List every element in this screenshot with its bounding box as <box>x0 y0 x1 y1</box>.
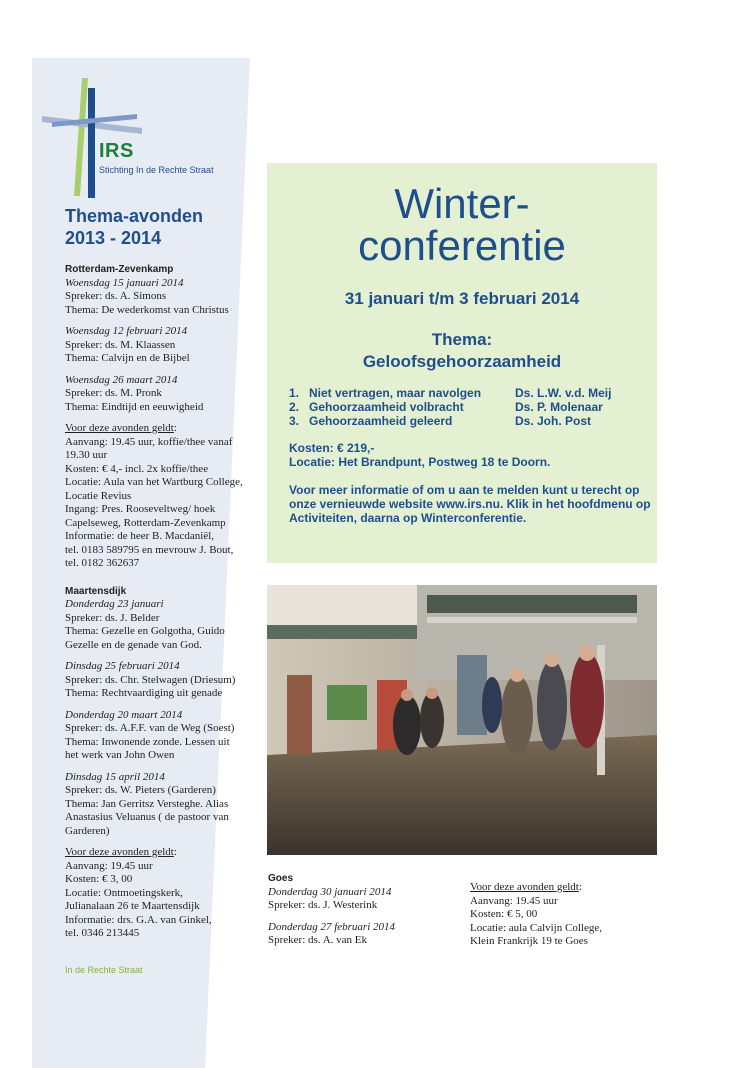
maartensdijk-heading: Maartensdijk <box>65 585 127 597</box>
info-line: tel. 0183 589795 en mevrouw J. Bout, <box>65 543 234 556</box>
info-heading-text: Voor deze avonden geldt <box>470 881 579 893</box>
conference-title <box>267 180 657 269</box>
event-item <box>65 771 265 839</box>
info-line: 19.30 uur <box>65 449 108 461</box>
sidebar-column <box>65 263 265 955</box>
rotterdam-heading: Rotterdam-Zevenkamp <box>65 264 174 275</box>
info-line: Aanvang: 19.45 uur <box>470 894 558 907</box>
goes-section <box>268 872 468 956</box>
conference-title-line2: conferentie <box>358 222 566 269</box>
info-line: Aanvang: 19.45 uur, koffie/thee vanaf <box>65 435 233 448</box>
event-line: Thema: Gezelle en Golgotha, Guido <box>65 625 225 637</box>
conference-theme <box>267 329 657 373</box>
event-speaker: Spreker: ds. M. Klaassen <box>65 338 176 351</box>
event-item <box>65 660 265 701</box>
info-line: Informatie: de heer B. Macdaniël, <box>65 530 215 542</box>
winter-conference-box <box>267 163 657 563</box>
info-line: tel. 0182 362637 <box>65 557 140 569</box>
event-date: Woensdag 12 februari 2014 <box>65 325 188 337</box>
info-line: Locatie: Ontmoetingskerk, <box>65 886 183 899</box>
logo-abbreviation: IRS <box>99 140 134 162</box>
event-speaker: Spreker: ds. A. van Ek <box>268 934 367 946</box>
logo-full-name: Stichting In de Rechte Straat <box>99 165 214 175</box>
talk-number: 2. <box>289 400 300 414</box>
event-item <box>65 325 265 366</box>
conference-theme-label: Thema: <box>431 330 493 349</box>
event-line: Spreker: ds. J. Belder <box>65 611 160 624</box>
event-item <box>65 277 265 318</box>
event-line: Anastasius Veluanus ( de pastoor van <box>65 811 229 823</box>
talk-speaker: Ds. L.W. v.d. Meij <box>515 386 612 400</box>
info-line: Kosten: € 3, 00 <box>65 873 133 885</box>
event-line: Thema: Rechtvaardiging uit genade <box>65 687 223 699</box>
sidebar-title <box>65 205 255 249</box>
rotterdam-section <box>65 263 265 571</box>
event-line: het werk van John Owen <box>65 749 175 761</box>
info-heading-text: Voor deze avonden geldt <box>65 422 174 434</box>
talk-number: 1. <box>289 386 300 400</box>
event-item <box>268 921 468 948</box>
event-speaker: Spreker: ds. A. Simons <box>65 290 167 302</box>
conference-more-info: Voor meer informatie of om u aan te melden kunt u terecht op onze vernieuwde website www.irs.nu. Klik in het hoofdmenu op Activiteiten, daarna op Winterconferentie. <box>289 483 651 525</box>
conference-dates: 31 januari t/m 3 februari 2014 <box>344 289 580 308</box>
event-date: Dinsdag 15 april 2014 <box>65 770 165 783</box>
event-date: Donderdag 27 februari 2014 <box>268 920 396 933</box>
goes-info-block <box>470 881 670 949</box>
info-heading-text: Voor deze avonden geldt <box>65 846 174 858</box>
info-heading: Voor deze avonden geldt: <box>65 422 177 434</box>
talk-title: Gehoorzaamheid volbracht <box>309 400 464 414</box>
event-item <box>65 598 265 652</box>
event-item <box>268 886 468 913</box>
conference-talks <box>289 386 649 428</box>
info-heading: Voor deze avonden geldt: <box>65 846 177 858</box>
info-line: Capelseweg, Rotterdam-Zevenkamp <box>65 516 226 529</box>
event-line: Spreker: ds. Chr. Stelwagen (Driesum) <box>65 673 236 686</box>
footer-text: In de Rechte Straat <box>65 965 143 975</box>
sidebar-title-line1: Thema-avonden <box>65 206 204 226</box>
info-line: Klein Frankrijk 19 te Goes <box>470 935 588 947</box>
irs-logo-cross <box>42 68 232 198</box>
event-line: Spreker: ds. W. Pieters (Garderen) <box>65 784 216 796</box>
talk-row <box>289 414 649 428</box>
info-line: Aanvang: 19.45 uur <box>65 859 153 872</box>
event-line: Thema: Jan Gerritsz Versteghe. Alias <box>65 797 229 810</box>
event-line: Garderen) <box>65 824 110 837</box>
conference-practical <box>289 441 649 469</box>
conference-title-line1: Winter- <box>394 180 530 227</box>
info-line: Ingang: Pres. Rooseveltweg/ hoek <box>65 503 216 515</box>
event-item <box>65 374 265 415</box>
event-line: Thema: Inwonende zonde. Lessen uit <box>65 735 230 748</box>
event-speaker: Spreker: ds. M. Pronk <box>65 387 162 399</box>
event-date: Donderdag 20 maart 2014 <box>65 708 183 721</box>
event-item <box>65 709 265 763</box>
sidebar-title-line2: 2013 - 2014 <box>65 228 162 248</box>
maartensdijk-section <box>65 585 265 941</box>
talk-title: Niet vertragen, maar navolgen <box>309 386 482 400</box>
info-line: Kosten: € 4,- incl. 2x koffie/thee <box>65 462 209 475</box>
event-speaker: Spreker: ds. J. Westerink <box>268 899 378 911</box>
info-line: Locatie: Aula van het Wartburg College, <box>65 476 243 488</box>
talk-number: 3. <box>289 414 300 428</box>
event-theme: Thema: De wederkomst van Christus <box>65 303 229 316</box>
event-theme: Thema: Eindtijd en eeuwigheid <box>65 400 204 413</box>
event-date: Donderdag 30 januari 2014 <box>268 885 392 898</box>
talk-row <box>289 400 649 414</box>
info-line: Informatie: drs. G.A. van Ginkel, <box>65 913 212 926</box>
event-line: Gezelle en de genade van God. <box>65 638 202 651</box>
goes-heading: Goes <box>268 873 294 884</box>
event-line: Spreker: ds. A.F.F. van de Weg (Soest) <box>65 722 235 734</box>
info-line: Julianalaan 26 te Maartensdijk <box>65 900 200 912</box>
logo-text <box>99 140 214 175</box>
info-line: tel. 0346 213445 <box>65 927 140 939</box>
event-date: Woensdag 15 januari 2014 <box>65 276 184 289</box>
hall-photo <box>267 585 657 855</box>
info-heading: Voor deze avonden geldt: <box>470 881 582 893</box>
info-block <box>65 422 265 571</box>
talk-title: Gehoorzaamheid geleerd <box>309 414 453 428</box>
conference-location: Locatie: Het Brandpunt, Postweg 18 te Doorn. <box>289 455 551 469</box>
info-block <box>65 846 265 941</box>
talk-speaker: Ds. P. Molenaar <box>515 400 603 414</box>
info-line: Locatie: aula Calvijn College, <box>470 921 602 934</box>
conference-theme-value: Geloofsgehoorzaamheid <box>362 352 562 371</box>
info-line: Locatie Revius <box>65 489 132 502</box>
event-date: Donderdag 23 januari <box>65 598 164 610</box>
event-date: Woensdag 26 maart 2014 <box>65 373 178 386</box>
talk-speaker: Ds. Joh. Post <box>515 414 592 428</box>
conference-costs: Kosten: € 219,- <box>289 441 375 455</box>
event-date: Dinsdag 25 februari 2014 <box>65 660 180 672</box>
event-theme: Thema: Calvijn en de Bijbel <box>65 352 190 364</box>
talk-row <box>289 386 649 400</box>
info-line: Kosten: € 5, 00 <box>470 908 538 920</box>
